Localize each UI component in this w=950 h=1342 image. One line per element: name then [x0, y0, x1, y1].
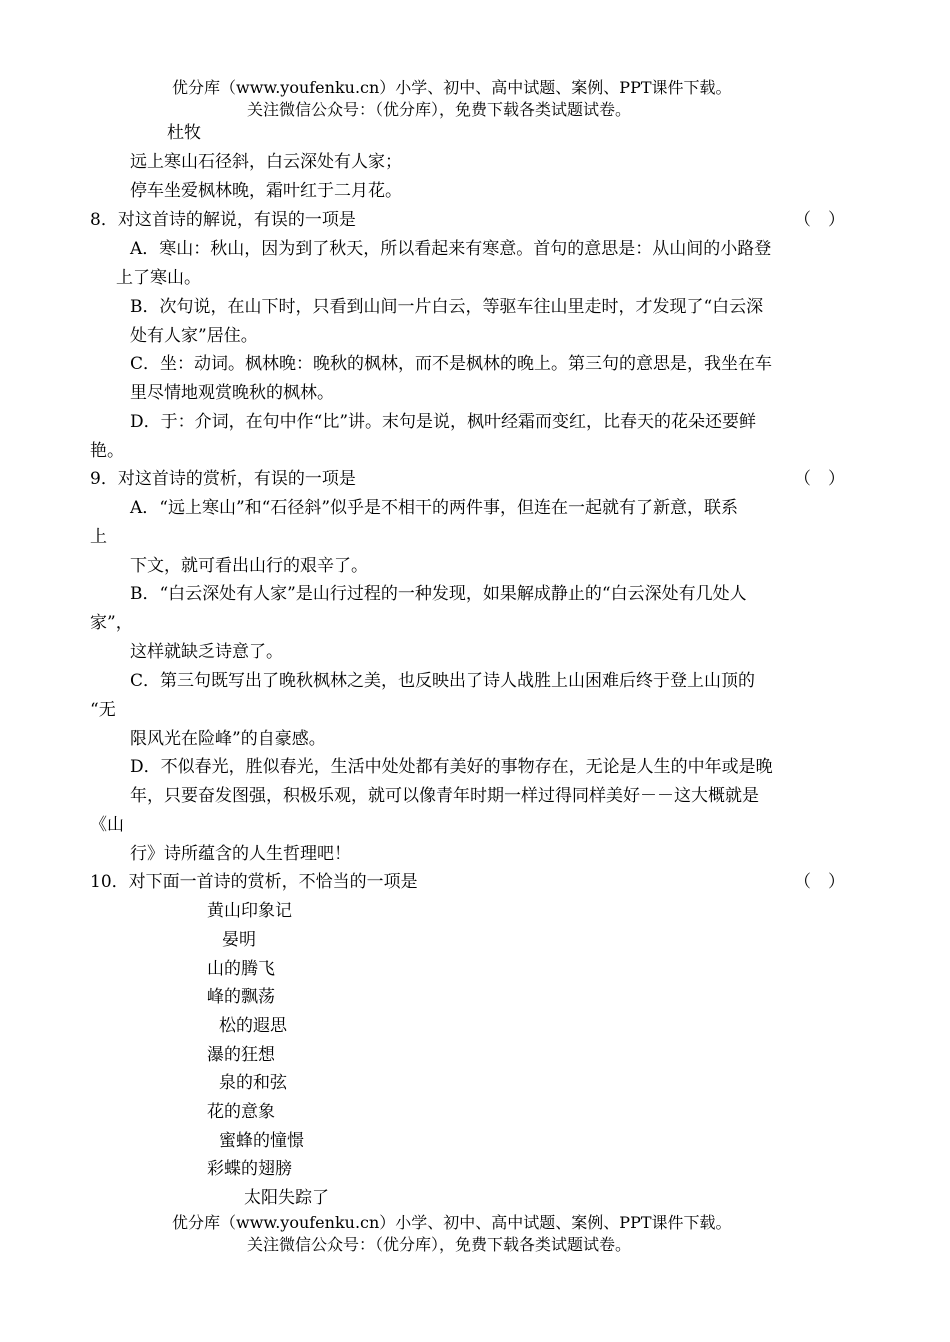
q8-option-a-line-2: 上了寒山。 [116, 268, 201, 288]
poem2-line: 彩蝶的翅膀 [207, 1159, 292, 1179]
q9-stem: 9．对这首诗的赏析，有误的一项是 [90, 469, 356, 489]
footer-line-1: 优分库（www.youfenku.cn）小学、初中、高中试题、案例、PPT课件下载。 [172, 1213, 732, 1232]
q10-stem: 10．对下面一首诗的赏析，不恰当的一项是 [90, 872, 418, 892]
header-line-1: 优分库（www.youfenku.cn）小学、初中、高中试题、案例、PPT课件下载。 [172, 78, 732, 97]
q9-option-a-line-3: 下文，就可看出山行的艰辛了。 [130, 556, 368, 576]
q9-option-c-line-3: 限风光在险峰”的自豪感。 [130, 729, 326, 749]
poem2-author: 晏明 [222, 930, 256, 950]
poem2-line: 泉的和弦 [219, 1073, 287, 1093]
q8-option-c-line-1: C．坐：动词。枫林晚：晚秋的枫林，而不是枫林的晚上。第三句的意思是，我坐在车 [130, 354, 773, 374]
poem2-line: 瀑的狂想 [207, 1045, 275, 1065]
poem1-author: 杜牧 [167, 123, 201, 143]
header-line-2: 关注微信公众号：（优分库），免费下载各类试题试卷。 [247, 100, 632, 119]
q9-answer-blank: （ ） [794, 469, 845, 489]
q9-option-d-line-4: 行》诗所蕴含的人生哲理吧！ [130, 844, 351, 864]
footer-line-2: 关注微信公众号：（优分库），免费下载各类试题试卷。 [247, 1235, 632, 1254]
q8-option-b-line-2: 处有人家”居住。 [130, 326, 258, 346]
poem1-line-2: 停车坐爱枫林晚，霜叶红于二月花。 [130, 181, 402, 201]
q9-option-b-line-3: 这样就缺乏诗意了。 [130, 642, 283, 662]
poem2-title: 黄山印象记 [207, 901, 292, 921]
q9-option-a-line-1: A．“远上寒山”和“石径斜”似乎是不相干的两件事，但连在一起就有了新意，联系 [130, 498, 739, 518]
q9-option-a-line-2: 上 [90, 527, 107, 547]
poem2-line: 峰的飘荡 [207, 987, 275, 1007]
q9-option-c-line-2: “无 [90, 700, 116, 720]
poem1-line-1: 远上寒山石径斜，白云深处有人家； [130, 152, 402, 172]
q8-stem: 8．对这首诗的解说，有误的一项是 [90, 210, 356, 230]
poem2-line: 太阳失踪了 [244, 1188, 329, 1208]
q8-option-b-line-1: B．次句说，在山下时，只看到山间一片白云，等驱车往山里走时，才发现了“白云深 [130, 297, 764, 317]
q8-option-c-line-2: 里尽情地观赏晚秋的枫林。 [130, 383, 334, 403]
q8-option-d-line-2: 艳。 [90, 441, 124, 461]
poem2-line: 山的腾飞 [207, 959, 275, 979]
q8-option-a-line-1: A．寒山：秋山，因为到了秋天，所以看起来有寒意。首句的意思是：从山间的小路登 [130, 239, 772, 259]
poem2-line: 松的遐思 [219, 1016, 287, 1036]
q9-option-d-line-2: 年，只要奋发图强，积极乐观，就可以像青年时期一样过得同样美好－－这大概就是 [130, 786, 759, 806]
q9-option-b-line-1: B．“白云深处有人家”是山行过程的一种发现，如果解成静止的“白云深处有几处人 [130, 584, 747, 604]
q9-option-d-line-1: D．不似春光，胜似春光，生活中处处都有美好的事物存在，无论是人生的中年或是晚 [130, 757, 773, 777]
poem2-line: 花的意象 [207, 1102, 275, 1122]
poem2-line: 蜜蜂的憧憬 [219, 1131, 304, 1151]
q10-answer-blank: （ ） [794, 872, 845, 892]
q8-answer-blank: （ ） [794, 210, 845, 230]
q8-option-d-line-1: D．于：介词，在句中作“比”讲。末句是说，枫叶经霜而变红，比春天的花朵还要鲜 [130, 412, 757, 432]
q9-option-c-line-1: C．第三句既写出了晚秋枫林之美，也反映出了诗人战胜上山困难后终于登上山顶的 [130, 671, 756, 691]
q9-option-b-line-2: 家”， [90, 613, 133, 633]
q9-option-d-line-3: 《山 [90, 815, 124, 835]
